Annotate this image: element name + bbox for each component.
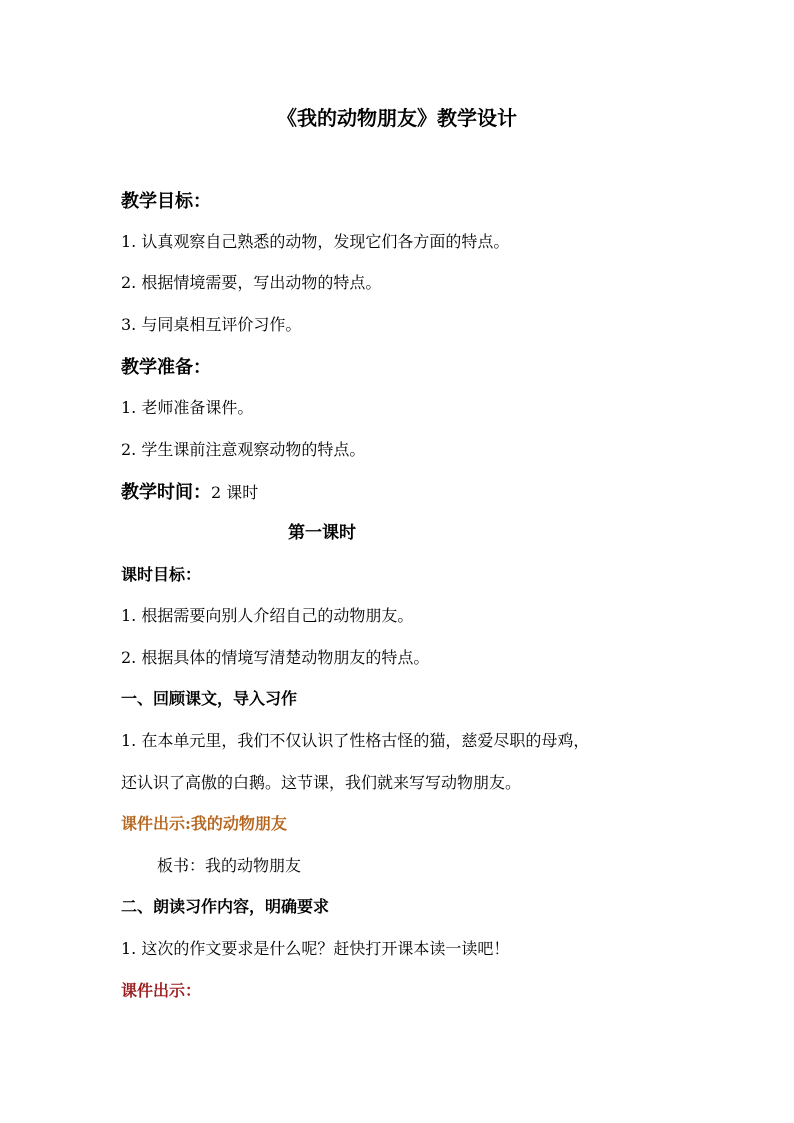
lesson-goals-heading: 课时目标： [121, 565, 202, 584]
objectives-heading: 教学目标： [121, 191, 211, 212]
lesson-goal-2: 2. 根据具体的情境写清楚动物朋友的特点。 [121, 648, 430, 667]
teaching-time-value: 2 课时 [211, 483, 259, 502]
objective-item-1: 1. 认真观察自己熟悉的动物，发现它们各方面的特点。 [121, 232, 510, 251]
section1-board: 板书：我的动物朋友 [157, 856, 302, 875]
section1-heading: 一、回顾课文，导入习作 [121, 689, 298, 708]
objective-item-2: 2. 根据情境需要，写出动物的特点。 [121, 273, 382, 292]
section2-paragraph: 1. 这次的作文要求是什么呢？赶快打开课本读一读吧！ [121, 939, 510, 958]
preparation-item-2: 2. 学生课前注意观察动物的特点。 [121, 440, 366, 459]
section1-paragraph-line2: 还认识了高傲的白鹅。这节课，我们就来写写动物朋友。 [121, 773, 522, 792]
lesson-goal-1: 1. 根据需要向别人介绍自己的动物朋友。 [121, 606, 414, 625]
section2-courseware: 课件出示： [121, 981, 202, 1000]
teaching-time [121, 481, 258, 505]
section1-courseware: 课件出示:我的动物朋友 [121, 814, 287, 833]
section2-heading: 二、朗读习作内容，明确要求 [121, 897, 330, 916]
document-title: 《我的动物朋友》教学设计 [277, 106, 517, 130]
section1-paragraph-line1: 1. 在本单元里，我们不仅认识了性格古怪的猫，慈爱尽职的母鸡， [121, 731, 590, 750]
preparation-heading: 教学准备： [121, 357, 211, 378]
preparation-item-1: 1. 老师准备课件。 [121, 398, 254, 417]
lesson-title: 第一课时 [288, 523, 356, 543]
teaching-time-heading: 教学时间： [121, 482, 211, 503]
objective-item-3: 3. 与同桌相互评价习作。 [121, 315, 302, 334]
